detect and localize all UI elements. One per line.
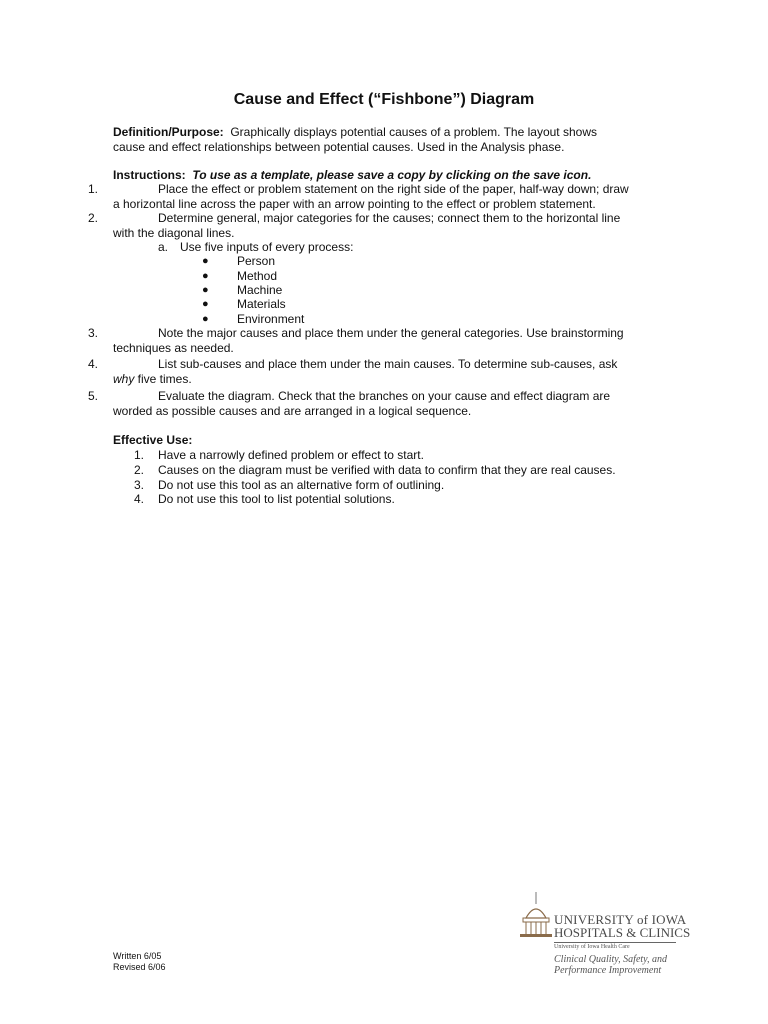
sub-item-text: Use five inputs of every process: [180,240,354,254]
logo-tagline-line1: Clinical Quality, Safety, and [554,954,668,965]
item-number: 3. [134,478,145,492]
definition-paragraph [113,125,633,154]
step-number: 3. [88,326,99,340]
step-number: 4. [88,357,99,371]
step-number: 1. [88,182,99,196]
bullet-icon: ● [202,298,209,310]
step-number: 5. [88,389,99,403]
written-date: Written 6/05 [113,951,162,961]
item-text: Have a narrowly defined problem or effect to start. [158,448,424,462]
logo-university-text: UNIVERSITY of IOWA [554,912,687,927]
definition-text-line2: cause and effect relationships between potential causes. Used in the Analysis phase. [113,139,565,154]
revision-footer [113,951,166,973]
bullet-text: Machine [237,283,283,297]
item-text: Do not use this tool as an alternative form of outlining. [158,478,445,492]
bullet-icon: ● [202,270,209,282]
logo-tagline-line2: Performance Improvement [554,965,662,976]
step-text: Determine general, major categories for the causes; connect them to the horizontal line [158,211,621,225]
effective-use-heading [113,433,633,448]
step-text-continued: with the diagonal lines. [113,226,235,240]
page-title: Cause and Effect (“Fishbone”) Diagram [233,91,535,108]
instructions-heading [113,168,673,183]
step-text-continued: a horizontal line across the paper with an arrow pointing to the effect or problem statement. [113,197,596,211]
logo-health-care-text: University of Iowa Health Care [554,944,630,950]
university-logo [514,890,690,982]
bullet-icon: ● [202,284,209,296]
instructions-label: Instructions: [113,168,186,182]
step-number: 2. [88,211,99,225]
logo-tagline [554,954,667,976]
item-number: 1. [134,448,145,462]
bullet-text: Materials [237,297,286,311]
step-text-rest: five times. [134,372,192,386]
step-text-continued [113,372,643,387]
item-number: 4. [134,492,145,506]
definition-label: Definition/Purpose: [113,125,224,139]
sub-item-a [158,240,353,254]
revised-date: Revised 6/06 [113,962,166,972]
step-text: Place the effect or problem statement on the right side of the paper, half-way down; draw [158,182,629,196]
item-text: Do not use this tool to list potential solutions. [158,492,395,506]
emphasis-why: why [113,372,135,386]
capitol-dome-icon [514,890,554,950]
bullet-text: Environment [237,312,305,326]
item-number: 2. [134,463,145,477]
bullet-text: Method [237,269,278,283]
bullet-icon: ● [202,255,209,267]
step-text-continued: techniques as needed. [113,341,234,355]
bullet-text: Person [237,254,276,268]
sub-item-label: a. [158,240,169,254]
step-text: Evaluate the diagram. Check that the branches on your cause and effect diagram are [158,389,611,403]
logo-divider [554,942,676,943]
definition-text-line1: Graphically displays potential causes of a problem. The layout shows [230,125,597,139]
step-text: List sub-causes and place them under the main causes. To determine sub-causes, ask [158,357,618,371]
item-text: Causes on the diagram must be verified with data to confirm that they are real causes. [158,463,616,477]
logo-hospitals-text: HOSPITALS & CLINICS [554,925,691,940]
effective-use-label: Effective Use: [113,433,193,447]
step-text-continued: worded as possible causes and are arranged in a logical sequence. [113,404,472,418]
bullet-icon: ● [202,313,209,325]
instructions-note: To use as a template, please save a copy by clicking on the save icon. [192,168,592,182]
step-text: Note the major causes and place them under the general categories. Use brainstorming [158,326,624,340]
